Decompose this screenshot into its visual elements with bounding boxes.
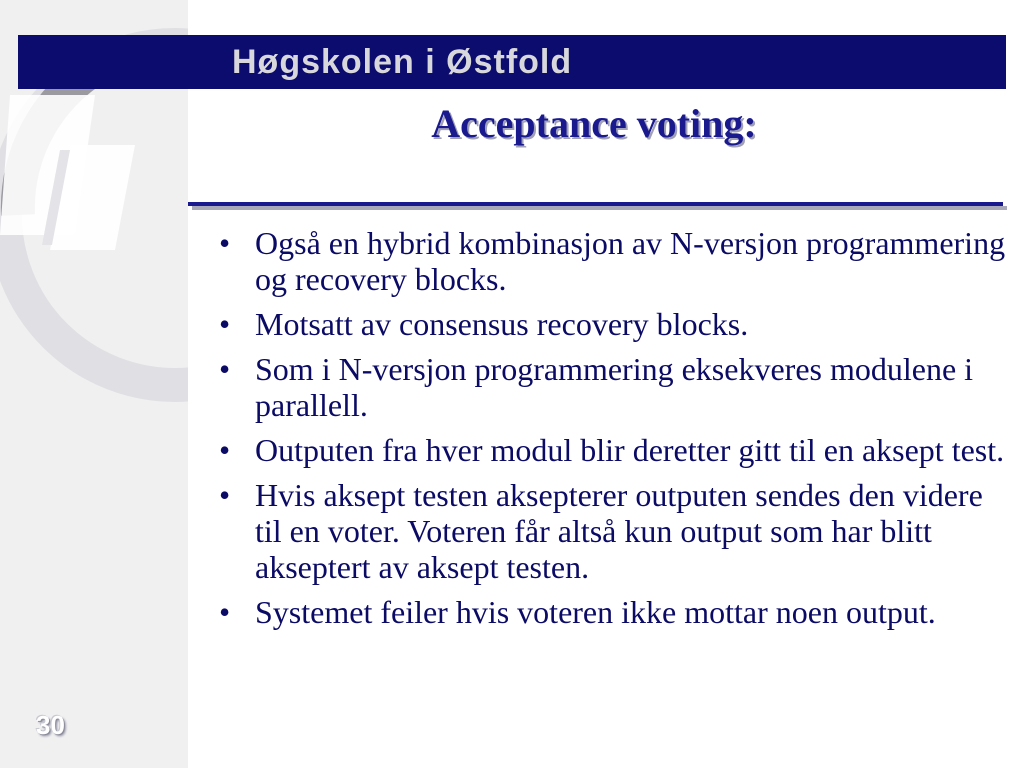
institution-name: Høgskolen i Østfold	[232, 43, 573, 81]
bullet-item: • Som i N-versjon programmering eksekveres modulene i parallell.	[213, 351, 1013, 423]
title-underline	[188, 202, 1003, 206]
page-number: 30	[36, 710, 65, 740]
slide-title: Acceptance voting:	[431, 101, 757, 146]
bullet-item: • Motsatt av consensus recovery blocks.	[213, 306, 1013, 342]
bullet-item: • Outputen fra hver modul blir deretter gitt til en aksept test.	[213, 432, 1013, 468]
bullet-item: • Hvis aksept testen aksepterer outputen sendes den videre til en voter. Voteren får altså kun output som har blitt akseptert av aksept testen.	[213, 477, 1013, 585]
title-underline-shadow	[192, 206, 1007, 210]
bullet-item: • Også en hybrid kombinasjon av N-versjon programmering og recovery blocks.	[213, 225, 1013, 297]
bullet-item: • Systemet feiler hvis voteren ikke mottar noen output.	[213, 594, 1013, 630]
bullet-list	[213, 225, 1013, 639]
